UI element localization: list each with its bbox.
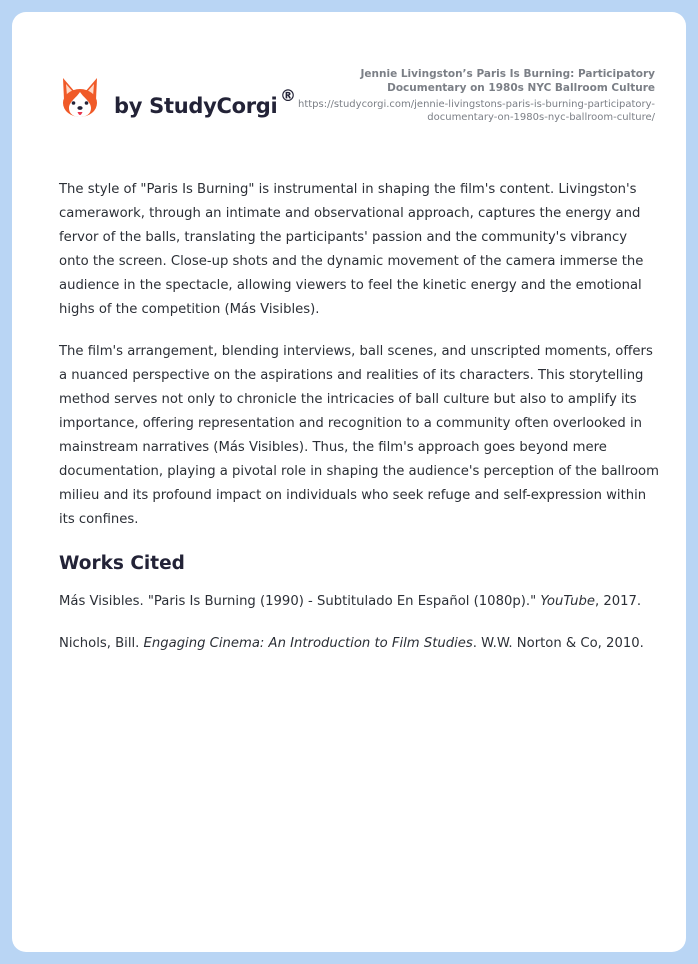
body-paragraph-1: The style of "Paris Is Burning" is instrumental in shaping the film's content. Livingston's camerawork, through an intimate and observational approach, captures the energy and fervor of the balls, translating the participants' passion and the community's vibrancy onto the screen. Close-up shots and the dynamic movement of the camera immerse the audience in the spectacle, allowing viewers to feel the kinetic energy and the emotional highs of the competition (Más Visibles). [59, 182, 644, 317]
citation-1-source: YouTube [540, 594, 595, 609]
document-meta [295, 67, 655, 124]
citation-2 [59, 632, 659, 656]
document-content [59, 178, 659, 674]
citation-2-text: Nichols, Bill. [59, 636, 144, 651]
brand-name: by StudyCorgi [114, 94, 278, 118]
document-title: Jennie Livingston’s Paris Is Burning: Participatory Documentary on 1980s NYC Ballroom Culture [360, 68, 655, 94]
citation-2-source: Engaging Cinema: An Introduction to Film Studies [143, 636, 473, 651]
works-cited-heading: Works Cited [59, 553, 185, 574]
citation-1-end: , 2017. [594, 594, 642, 609]
citation-1-text: Más Visibles. "Paris Is Burning (1990) - Subtitulado En Español (1080p)." [59, 594, 541, 609]
document-url-link[interactable]: https://studycorgi.com/jennie-livingstons-paris-is-burning-participatory-documentary-on-1980s-nyc-ballroom-culture/ [297, 99, 655, 123]
document-page [12, 12, 686, 952]
corgi-logo-icon [60, 76, 100, 122]
citation-2-end: . W.W. Norton & Co, 2010. [472, 636, 644, 651]
citation-1 [59, 590, 659, 614]
registered-mark: ® [280, 86, 296, 105]
page-header [12, 12, 686, 152]
body-paragraph-2: The film's arrangement, blending interviews, ball scenes, and unscripted moments, offers a nuanced perspective on the aspirations and realities of its characters. This storytelling method serves not only to chronicle the intricacies of ball culture but also to amplify its importance, offering representation and recognition to a community often overlooked in mainstream narratives (Más Visibles). Thus, the film's approach goes beyond mere documentation, playing a pivotal role in shaping the audience's perception of the ballroom milieu and its profound impact on individuals who seek refuge and self-expression within its confines. [59, 344, 659, 527]
studycorgi-logo[interactable] [60, 76, 320, 126]
